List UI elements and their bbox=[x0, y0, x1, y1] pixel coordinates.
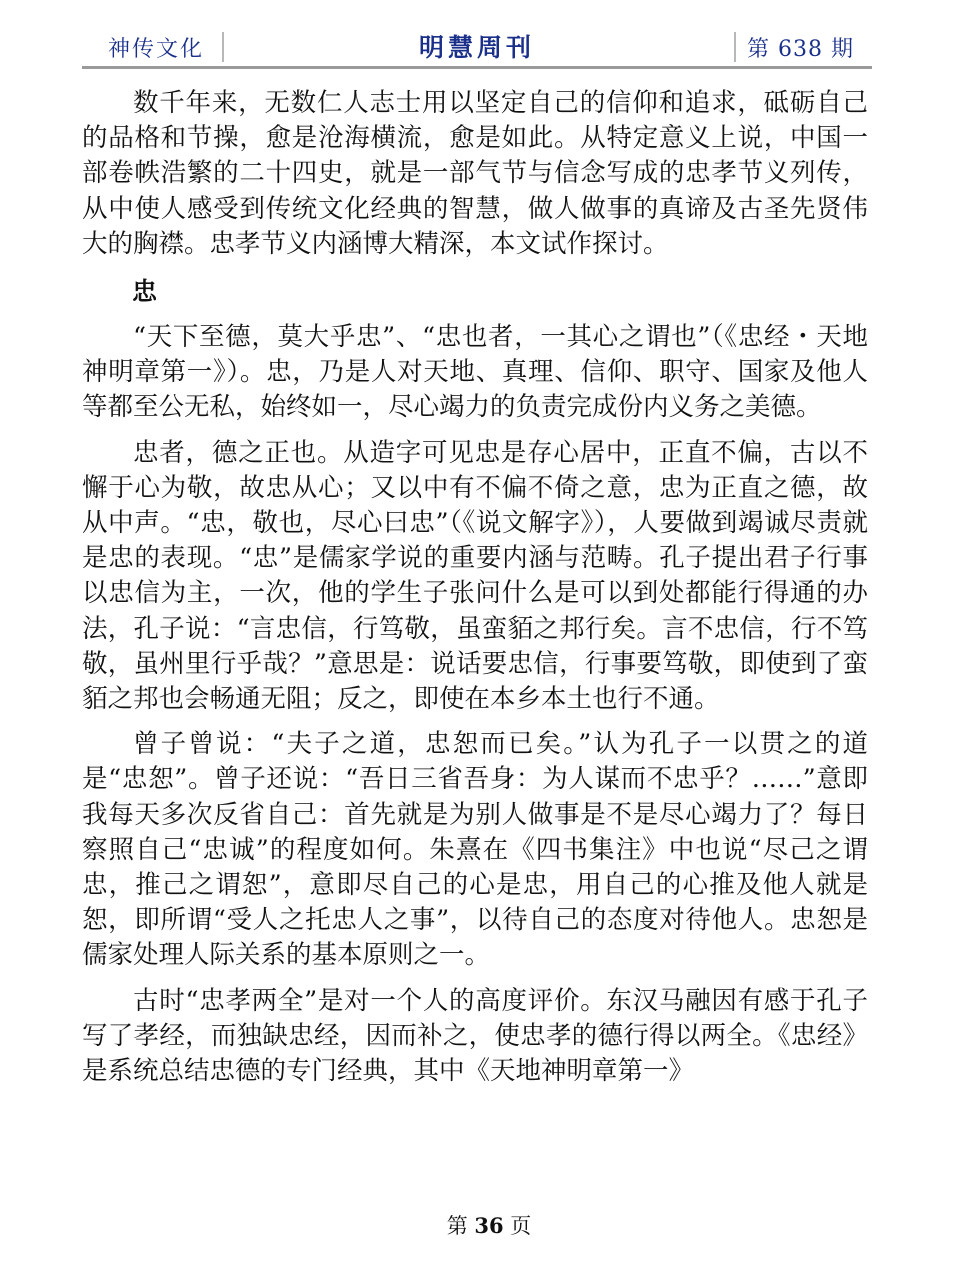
header-divider-right bbox=[734, 32, 736, 62]
page-footer bbox=[0, 1210, 978, 1240]
page-header bbox=[82, 28, 872, 66]
header-issue-number: 第 638 期 bbox=[747, 37, 854, 62]
paragraph-zhongjing: 古时“忠孝两全”是对一个人的高度评价。东汉马融因有感于孔子写了孝经，而独缺忠经，因而补之，使忠孝的德行得以两全。《忠经》是系统总结忠德的专门经典，其中《天地神明章第一》 bbox=[82, 985, 868, 1087]
page-number-suffix: 页 bbox=[510, 1214, 532, 1238]
header-rule bbox=[82, 66, 872, 69]
header-section-label: 神传文化 bbox=[108, 37, 205, 62]
page-number: 36 bbox=[474, 1213, 504, 1238]
header-publication-title: 明慧周刊 bbox=[418, 33, 535, 62]
page-number-prefix: 第 bbox=[446, 1214, 468, 1238]
section-heading: 忠 bbox=[132, 277, 158, 307]
paragraph-zengzi: 曾子曾说：“夫子之道，忠恕而已矣。”认为孔子一以贯之的道是“忠恕”。曾子还说：“吾日三省吾身：为人谋而不忠乎？……”意即我每天多次反省自己：首先就是为别人做事是不是尽心竭力了？每日察照自己“忠诚”的程度如何。朱熹在《四书集注》中也说“尽己之谓忠，推己之谓恕”，意即尽自己的心是忠，用自己的心推及他人就是恕，即所谓“受人之托忠人之事”，以待自己的态度对待他人。忠恕是儒家处理人际关系的基本原则之一。 bbox=[82, 729, 868, 971]
article-body bbox=[82, 86, 868, 1099]
paragraph-etymology: 忠者，德之正也。从造字可见忠是存心居中，正直不偏，古以不懈于心为敬，故忠从心；又以中有不偏不倚之意，忠为正直之德，故从中声。“忠，敬也，尽心曰忠”（《说文解字》），人要做到竭诚尽责就是忠的表现。“忠”是儒家学说的重要内涵与范畴。孔子提出君子行事以忠信为主，一次，他的学生子张问什么是可以到处都能行得通的办法，孔子说：“言忠信，行笃敬，虽蛮貊之邦行矣。言不忠信，行不笃敬，虽州里行乎哉？”意思是：说话要忠信，行事要笃敬，即使到了蛮貊之邦也会畅通无阻；反之，即使在本乡本土也行不通。 bbox=[82, 437, 868, 715]
paragraph-intro: 数千年来，无数仁人志士用以坚定自己的信仰和追求，砥砺自己的品格和节操，愈是沧海横流，愈是如此。从特定意义上说，中国一部卷帙浩繁的二十四史，就是一部气节与信念写成的忠孝节义列传，从中使人感受到传统文化经典的智慧，做人做事的真谛及古圣先贤伟大的胸襟。忠孝节义内涵博大精深，本文试作探讨。 bbox=[82, 88, 868, 259]
paragraph-definition: “天下至德，莫大乎忠”、“忠也者，一其心之谓也”（《忠经・天地神明章第一》）。忠，乃是人对天地、真理、信仰、职守、国家及他人等都至公无私，始终如一，尽心竭力的负责完成份内义务之美德。 bbox=[82, 322, 868, 423]
